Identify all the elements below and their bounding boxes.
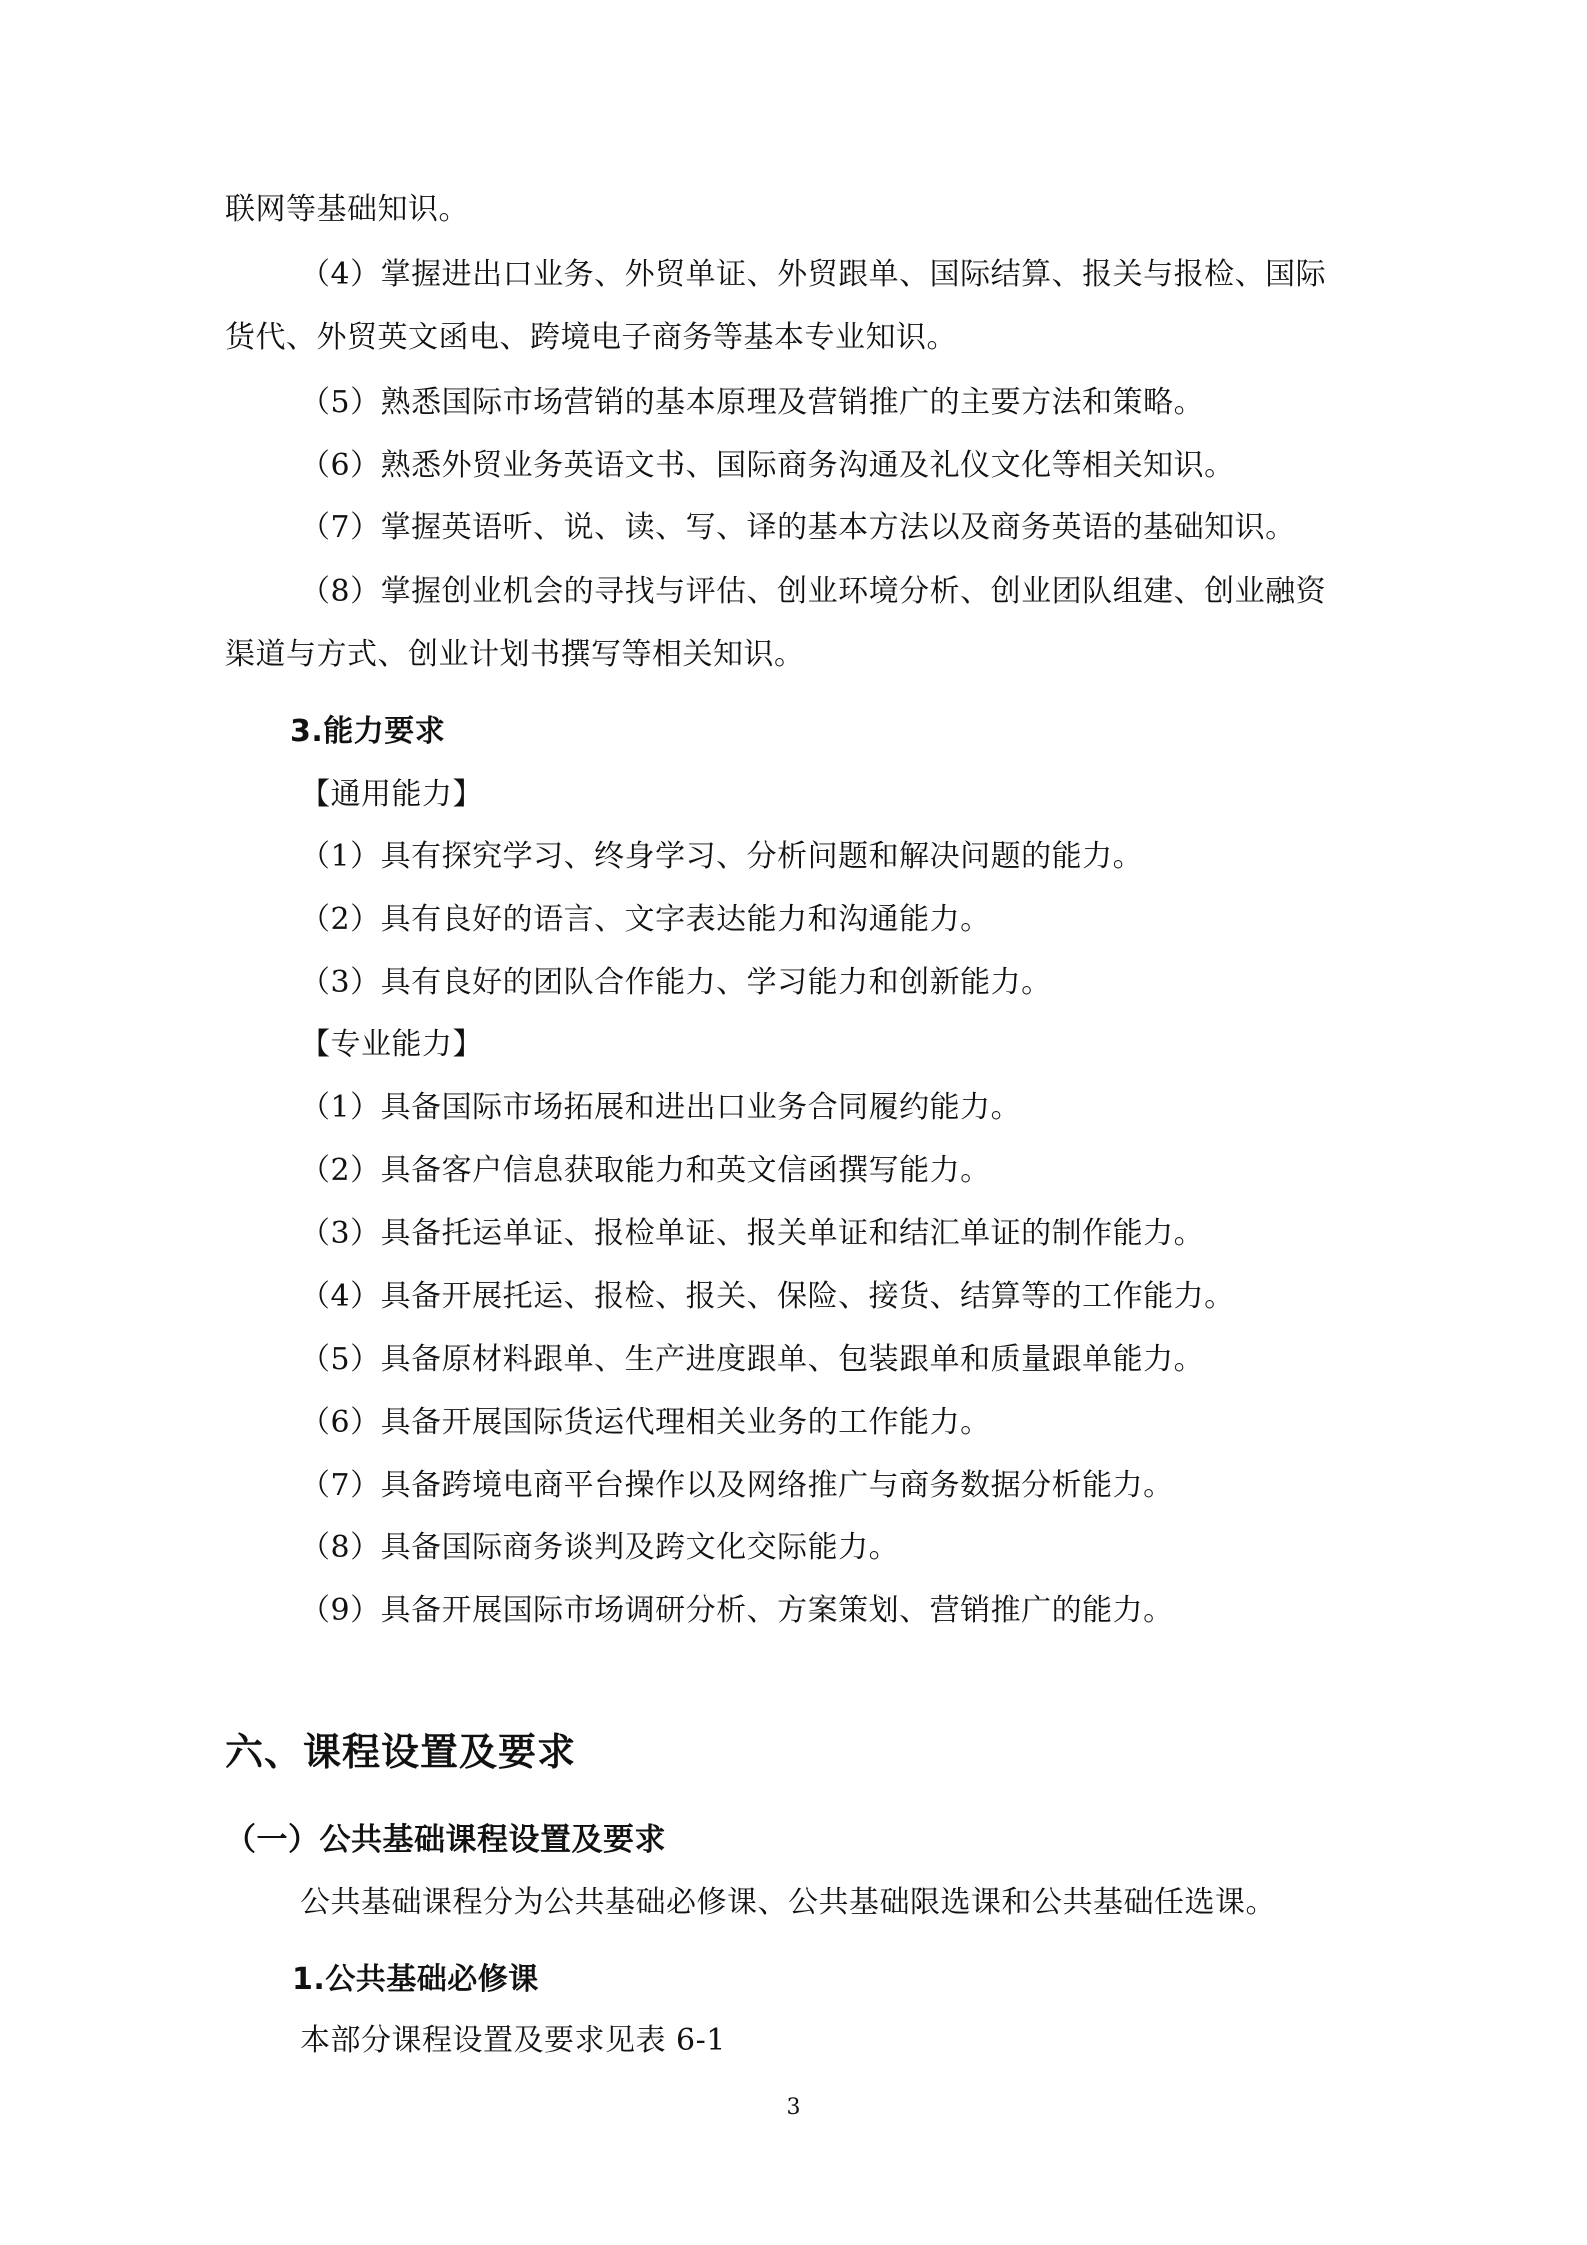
knowledge-item-8-line-1: （8）掌握创业机会的寻找与评估、创业环境分析、创业团队组建、创业融资 — [300, 574, 1327, 609]
general-ability-item: （1）具有探究学习、终身学习、分析问题和解决问题的能力。 — [300, 839, 1144, 874]
subsection-1-title: （一）公共基础课程设置及要求 — [225, 1822, 666, 1858]
general-ability-heading: 【通用能力】 — [300, 777, 483, 812]
knowledge-item-4-line-1: （4）掌握进出口业务、外贸单证、外贸跟单、国际结算、报关与报检、国际 — [300, 257, 1327, 292]
section-6-title: 六、课程设置及要求 — [225, 1730, 577, 1774]
knowledge-item-7: （7）掌握英语听、说、读、写、译的基本方法以及商务英语的基础知识。 — [300, 510, 1296, 545]
professional-ability-item: （4）具备开展托运、报检、报关、保险、接货、结算等的工作能力。 — [300, 1279, 1235, 1314]
general-ability-item: （3）具有良好的团队合作能力、学习能力和创新能力。 — [300, 965, 1052, 1000]
required-courses-text: 本部分课程设置及要求见表 6-1 — [300, 2023, 726, 2058]
required-courses-heading: 1.公共基础必修课 — [292, 1962, 539, 1997]
knowledge-item-4-line-2: 货代、外贸英文函电、跨境电子商务等基本专业知识。 — [225, 320, 957, 355]
professional-ability-item: （3）具备托运单证、报检单证、报关单证和结汇单证的制作能力。 — [300, 1216, 1205, 1251]
professional-ability-item: （7）具备跨境电商平台操作以及网络推广与商务数据分析能力。 — [300, 1468, 1174, 1503]
ability-heading: 3.能力要求 — [290, 714, 446, 749]
general-ability-item: （2）具有良好的语言、文字表达能力和沟通能力。 — [300, 902, 991, 937]
professional-ability-item: （8）具备国际商务谈判及跨文化交际能力。 — [300, 1530, 900, 1565]
knowledge-item-8-line-2: 渠道与方式、创业计划书撰写等相关知识。 — [225, 637, 805, 672]
page-number: 3 — [786, 2095, 801, 2120]
professional-ability-item: （9）具备开展国际市场调研分析、方案策划、营销推广的能力。 — [300, 1593, 1174, 1628]
subsection-1-intro: 公共基础课程分为公共基础必修课、公共基础限选课和公共基础任选课。 — [300, 1885, 1276, 1920]
knowledge-item-5: （5）熟悉国际市场营销的基本原理及营销推广的主要方法和策略。 — [300, 385, 1205, 420]
knowledge-continuation: 联网等基础知识。 — [225, 192, 469, 227]
professional-ability-heading: 【专业能力】 — [300, 1027, 483, 1062]
professional-ability-item: （5）具备原材料跟单、生产进度跟单、包装跟单和质量跟单能力。 — [300, 1342, 1205, 1377]
professional-ability-item: （2）具备客户信息获取能力和英文信函撰写能力。 — [300, 1153, 991, 1188]
professional-ability-item: （6）具备开展国际货运代理相关业务的工作能力。 — [300, 1405, 991, 1440]
knowledge-item-6: （6）熟悉外贸业务英语文书、国际商务沟通及礼仪文化等相关知识。 — [300, 448, 1235, 483]
professional-ability-item: （1）具备国际市场拓展和进出口业务合同履约能力。 — [300, 1090, 1022, 1125]
